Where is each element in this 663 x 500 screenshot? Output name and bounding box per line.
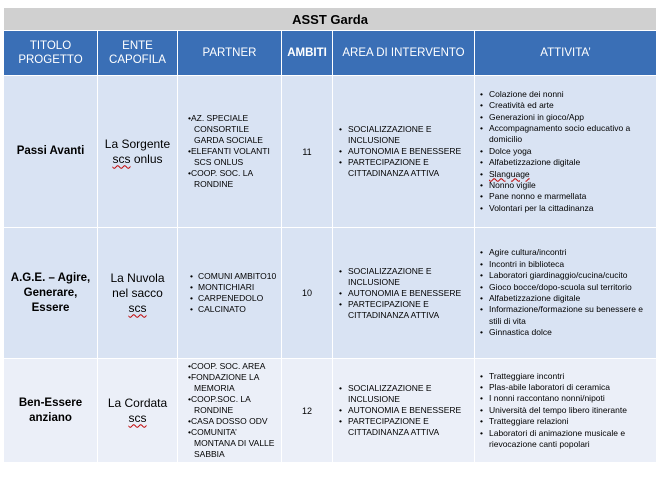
areas-cell [333,76,475,228]
lead-entity-line2a: scs [128,410,147,425]
partners-cell [178,76,282,228]
ambiti-value: 11 [282,76,333,228]
area-item: • SOCIALIZZAZIONE E INCLUSIONE [339,124,472,146]
area-item: • AUTONOMIA E BENESSERE [339,146,472,157]
ambiti-value: 10 [282,228,333,359]
area-item: • SOCIALIZZAZIONE E INCLUSIONE [339,383,472,405]
partner-item: •COMUNITA’ MONTANA DI VALLE SABBIA [188,427,275,459]
header-attivita: ATTIVITA’ [475,31,657,76]
partners-cell [178,228,282,359]
activity-item: • Plas-abile laboratori di ceramica [479,382,654,393]
header-partner: PARTNER [178,31,282,76]
activity-item: • Nonno vigile [479,180,654,191]
lead-entity-line2b: scs [128,300,147,315]
lead-entity-line1: La Cordata [107,395,168,410]
activity-item: • Gioco bocce/dopo-scuola sul territorio [479,282,654,293]
ambiti-value: 12 [282,359,333,463]
partner-item: • COMUNI AMBITO10 [188,271,279,282]
activities-cell [475,76,657,228]
activity-item: • Dolce yoga [479,146,654,157]
activity-item: • Creatività ed arte [479,100,654,111]
partner-item: •COOP. SOC. AREA [188,361,266,371]
area-item: • PARTECIPAZIONE E CITTADINANZA ATTIVA [339,416,472,438]
activity-item: • I nonni raccontano nonni/nipoti [479,393,654,404]
lead-entity [98,359,178,463]
activity-item: • Tratteggiare incontri [479,371,654,382]
activity-item: • Agire cultura/incontri [479,247,654,258]
partner-item: •ELEFANTI VOLANTI SCS ONLUS [188,146,270,167]
lead-entity [98,228,178,359]
activity-item: • Incontri in biblioteca [479,259,654,270]
project-title: A.G.E. – Agire, Generare, Essere [4,228,98,359]
partner-item: • CARPENEDOLO [188,293,279,304]
lead-entity-line2 [102,411,173,426]
header-titolo: TITOLO PROGETTO [4,31,98,76]
lead-entity-line2a: scs [112,151,131,166]
projects-table-container [3,7,656,463]
activity-item: • Accompagnamento socio educativo a domicilio [479,123,654,146]
areas-cell [333,359,475,463]
area-item: • AUTONOMIA E BENESSERE [339,288,472,299]
table-row [4,228,657,359]
activity-item: • Colazione dei nonni [479,89,654,100]
lead-entity-line1: La Sorgente [104,136,171,151]
lead-entity-line2 [102,286,173,316]
partner-item: •COOP. SOC. LA RONDINE [188,168,253,189]
header-ente: ENTE CAPOFILA [98,31,178,76]
partner-item: •CASA DOSSO ODV [188,416,268,426]
lead-entity-line2 [102,152,173,167]
activity-item: • Slanguage [479,169,654,180]
activity-item: • Università del tempo libero itinerante [479,405,654,416]
project-title: Ben-Essere anziano [4,359,98,463]
area-item: • SOCIALIZZAZIONE E INCLUSIONE [339,266,472,288]
activities-cell [475,359,657,463]
projects-table [3,7,657,463]
header-row [4,31,657,76]
area-item: • AUTONOMIA E BENESSERE [339,405,472,416]
area-item: • PARTECIPAZIONE E CITTADINANZA ATTIVA [339,299,472,321]
partner-item: • MONTICHIARI [188,282,279,293]
activity-item: • Ginnastica dolce [479,327,654,338]
activity-item: • Alfabetizzazione digitale [479,157,654,168]
activities-cell [475,228,657,359]
activity-item: • Generazioni in gioco/App [479,112,654,123]
project-title: Passi Avanti [4,76,98,228]
activity-item: • Volontari per la cittadinanza [479,203,654,214]
activity-item: • Laboratori di animazione musicale e rievocazione canti popolari [479,428,654,451]
table-row [4,359,657,463]
activity-item: • Alfabetizzazione digitale [479,293,654,304]
table-caption: ASST Garda [4,8,657,31]
partner-item: • CALCINATO [188,304,279,315]
lead-entity-line2a: nel sacco [112,285,163,300]
lead-entity-line2b: onlus [130,151,163,166]
activity-item: • Informazione/formazione su benessere e stili di vita [479,304,654,327]
table-row [4,76,657,228]
header-area: AREA DI INTERVENTO [333,31,475,76]
area-item: • PARTECIPAZIONE E CITTADINANZA ATTIVA [339,157,472,179]
lead-entity-line1: La Nuvola [110,270,165,285]
header-ambiti: AMBITI [282,31,333,76]
partners-cell [178,359,282,463]
partner-item: •FONDAZIONE LA MEMORIA [188,372,259,393]
activity-item: • Tratteggiare relazioni [479,416,654,427]
activity-item: • Laboratori giardinaggio/cucina/cucito [479,270,654,281]
lead-entity [98,76,178,228]
activity-item: • Pane nonno e marmellata [479,191,654,202]
areas-cell [333,228,475,359]
partner-item: •COOP.SOC. LA RONDINE [188,394,251,415]
partner-item: •AZ. SPECIALE CONSORTILE GARDA SOCIALE [188,113,263,145]
